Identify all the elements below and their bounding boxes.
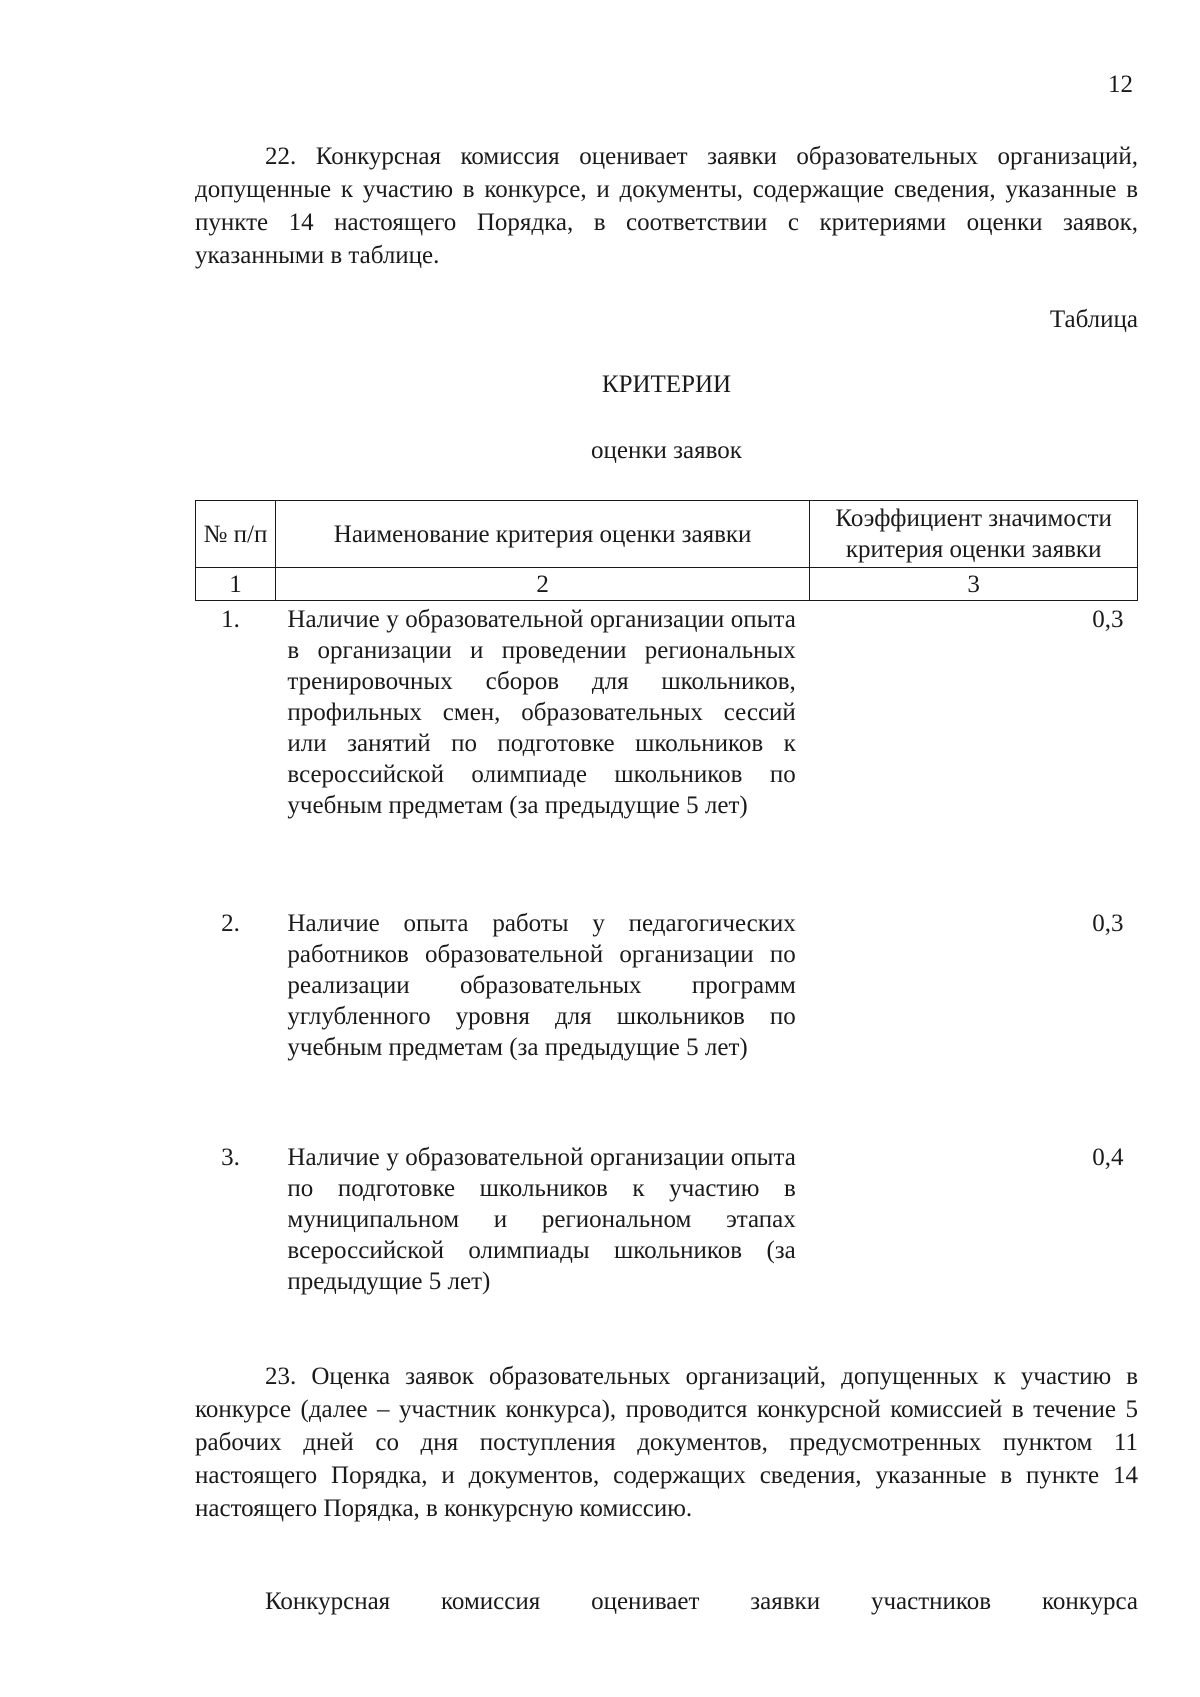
criteria-subtitle: оценки заявок bbox=[591, 437, 742, 464]
table-row bbox=[196, 905, 1138, 1139]
paragraph-23-continued: Конкурсная комиссия оценивает заявки участников конкурса bbox=[265, 1588, 1138, 1615]
header-coef: Коэффициент значимости критерия оценки заявки bbox=[810, 501, 1138, 568]
header-num: № п/п bbox=[196, 501, 276, 568]
header-name: Наименование критерия оценки заявки bbox=[275, 501, 809, 568]
row-criterion: Наличие опыта работы у педагогических работников образовательной организации по реализации образовательных программ углубленного уровня для школьников по учебным предметам (за предыдущие 5 лет) bbox=[287, 910, 796, 1061]
column-number: 1 bbox=[196, 568, 276, 601]
column-number: 2 bbox=[275, 568, 809, 601]
table-row bbox=[196, 1139, 1138, 1362]
row-number: 3. bbox=[221, 1144, 240, 1171]
table-row bbox=[196, 601, 1138, 906]
row-coefficient: 0,4 bbox=[1092, 1144, 1124, 1171]
row-number: 2. bbox=[221, 910, 240, 937]
criteria-title: КРИТЕРИИ bbox=[601, 371, 732, 398]
criteria-table bbox=[195, 500, 1138, 1362]
row-criterion: Наличие у образовательной организации опыта по подготовке школьников к участию в муниципальном и региональном этапах всероссийской олимпиады школьников (за предыдущие 5 лет) bbox=[287, 1144, 796, 1295]
table-caption: Таблица bbox=[1049, 306, 1138, 333]
row-coefficient: 0,3 bbox=[1092, 606, 1124, 633]
page-number: 12 bbox=[1108, 71, 1133, 98]
row-criterion: Наличие у образовательной организации опыта в организации и проведении региональных тренировочных сборов для школьников, профильных смен, образовательных сессий или занятий по подготовке школьников к всероссийской олимпиаде школьников по учебным предметам (за предыдущие 5 лет) bbox=[287, 606, 796, 819]
row-number: 1. bbox=[221, 606, 240, 633]
row-coefficient: 0,3 bbox=[1092, 910, 1124, 937]
column-number: 3 bbox=[810, 568, 1138, 601]
table-header-row bbox=[196, 501, 1138, 568]
paragraph-23: 23. Оценка заявок образовательных организаций, допущенных к участию в конкурсе (далее – участник конкурса), проводится конкурсной комиссией в течение 5 рабочих дней со дня поступления документов, предусмотренных пунктом 11 настоящего Порядка, и документов, содержащих сведения, указанные в пункте 14 настоящего Порядка, в конкурсную комиссию. bbox=[195, 1363, 1138, 1522]
paragraph-22: 22. Конкурсная комиссия оценивает заявки образовательных организаций, допущенные к участию в конкурсе, и документы, содержащие сведения, указанные в пункте 14 настоящего Порядка, в соответствии с критериями оценки заявок, указанными в таблице. bbox=[195, 143, 1138, 269]
column-number-row bbox=[196, 568, 1138, 601]
